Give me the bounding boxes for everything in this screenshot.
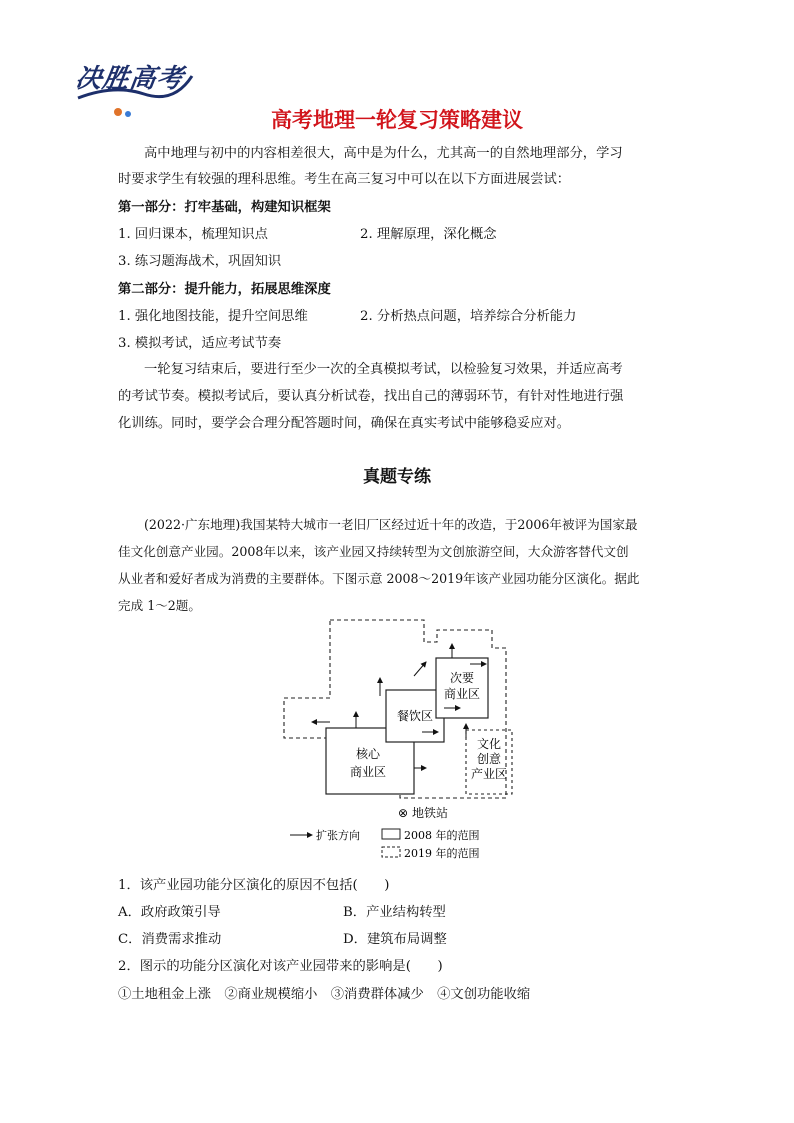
legend-expand-label: 扩张方向 [316, 829, 360, 842]
q1-stem: 1．该产业园功能分区演化的原因不包括( ) [118, 878, 390, 893]
intro-line-2: 时要求学生有较强的理科思维。考生在高三复习中可以在以下方面进展尝试： [118, 172, 571, 187]
q1-option-a: A．政府政策引导 [118, 905, 221, 920]
core-zone-label-2: 商业区 [349, 765, 387, 779]
para2-line-1: 一轮复习结束后，要进行至少一次的全真模拟考试，以检验复习效果，并适应高考 [144, 362, 623, 377]
legend-2019-swatch [382, 847, 400, 857]
page-title: 高考地理一轮复习策略建议 [271, 108, 523, 132]
station-label: 地铁站 [412, 806, 449, 820]
q2-choices: ①土地租金上涨 ②商业规模缩小 ③消费群体减少 ④文创功能收缩 [118, 987, 531, 1002]
section-title: 真题专练 [363, 467, 431, 487]
culture-zone-label-3: 产业区 [470, 767, 508, 781]
zoning-diagram [270, 618, 530, 868]
question-intro-line-2: 佳文化创意产业园。2008年以来，该产业园又持续转型为文创旅游空间，大众游客替代文创 [118, 544, 629, 559]
culture-zone-label-1: 文化 [476, 737, 502, 751]
q1-option-b: B．产业结构转型 [343, 905, 446, 920]
q1-option-c: C．消费需求推动 [118, 932, 222, 947]
part1-item-2: 2. 理解原理，深化概念 [360, 227, 497, 242]
logo-text: 决胜高考 [73, 64, 186, 94]
culture-zone-label-2: 创意 [476, 752, 502, 766]
q1-option-d: D．建筑布局调整 [343, 932, 447, 947]
core-zone-label-1: 核心 [355, 747, 381, 761]
question-intro-line-4: 完成 1～2题。 [118, 598, 201, 613]
part1-item-3: 3. 练习题海战术，巩固知识 [118, 254, 282, 269]
part2-heading: 第二部分：提升能力，拓展思维深度 [118, 282, 331, 297]
part1-item-1: 1. 回归课本，梳理知识点 [118, 227, 268, 242]
station-symbol-icon: ⊗ [398, 806, 409, 820]
secondary-zone-label-1: 次要 [449, 671, 475, 685]
secondary-zone-label-2: 商业区 [443, 687, 481, 701]
legend-2008-label: 2008 年的范围 [404, 829, 480, 842]
intro-line-1: 高中地理与初中的内容相差很大，高中是为什么，尤其高一的自然地理部分，学习 [144, 146, 623, 161]
para2-line-3: 化训练。同时，要学会合理分配答题时间，确保在真实考试中能够稳妥应对。 [118, 416, 571, 431]
part2-item-1: 1. 强化地图技能，提升空间思维 [118, 309, 308, 324]
part1-heading: 第一部分：打牢基础，构建知识框架 [118, 200, 331, 215]
zoning-diagram-svg [270, 618, 530, 868]
para2-line-2: 的考试节奏。模拟考试后，要认真分析试卷，找出自己的薄弱环节，有针对性地进行强 [118, 389, 624, 404]
question-intro-line-3: 从业者和爱好者成为消费的主要群体。下图示意 2008～2019年该产业园功能分区演化。据此 [118, 571, 640, 586]
legend-2008-swatch [382, 829, 400, 839]
question-intro-line-1: (2022·广东地理)我国某特大城市一老旧厂区经过近十年的改造，于2006年被评为国家最 [144, 517, 638, 532]
part2-item-3: 3. 模拟考试，适应考试节奏 [118, 336, 282, 351]
legend-2019-label: 2019 年的范围 [404, 847, 480, 860]
food-zone-label: 餐饮区 [396, 709, 434, 723]
part2-item-2: 2. 分析热点问题，培养综合分析能力 [360, 309, 577, 324]
expand-arrow-4 [414, 662, 426, 676]
q2-stem: 2．图示的功能分区演化对该产业园带来的影响是( ) [118, 959, 443, 974]
